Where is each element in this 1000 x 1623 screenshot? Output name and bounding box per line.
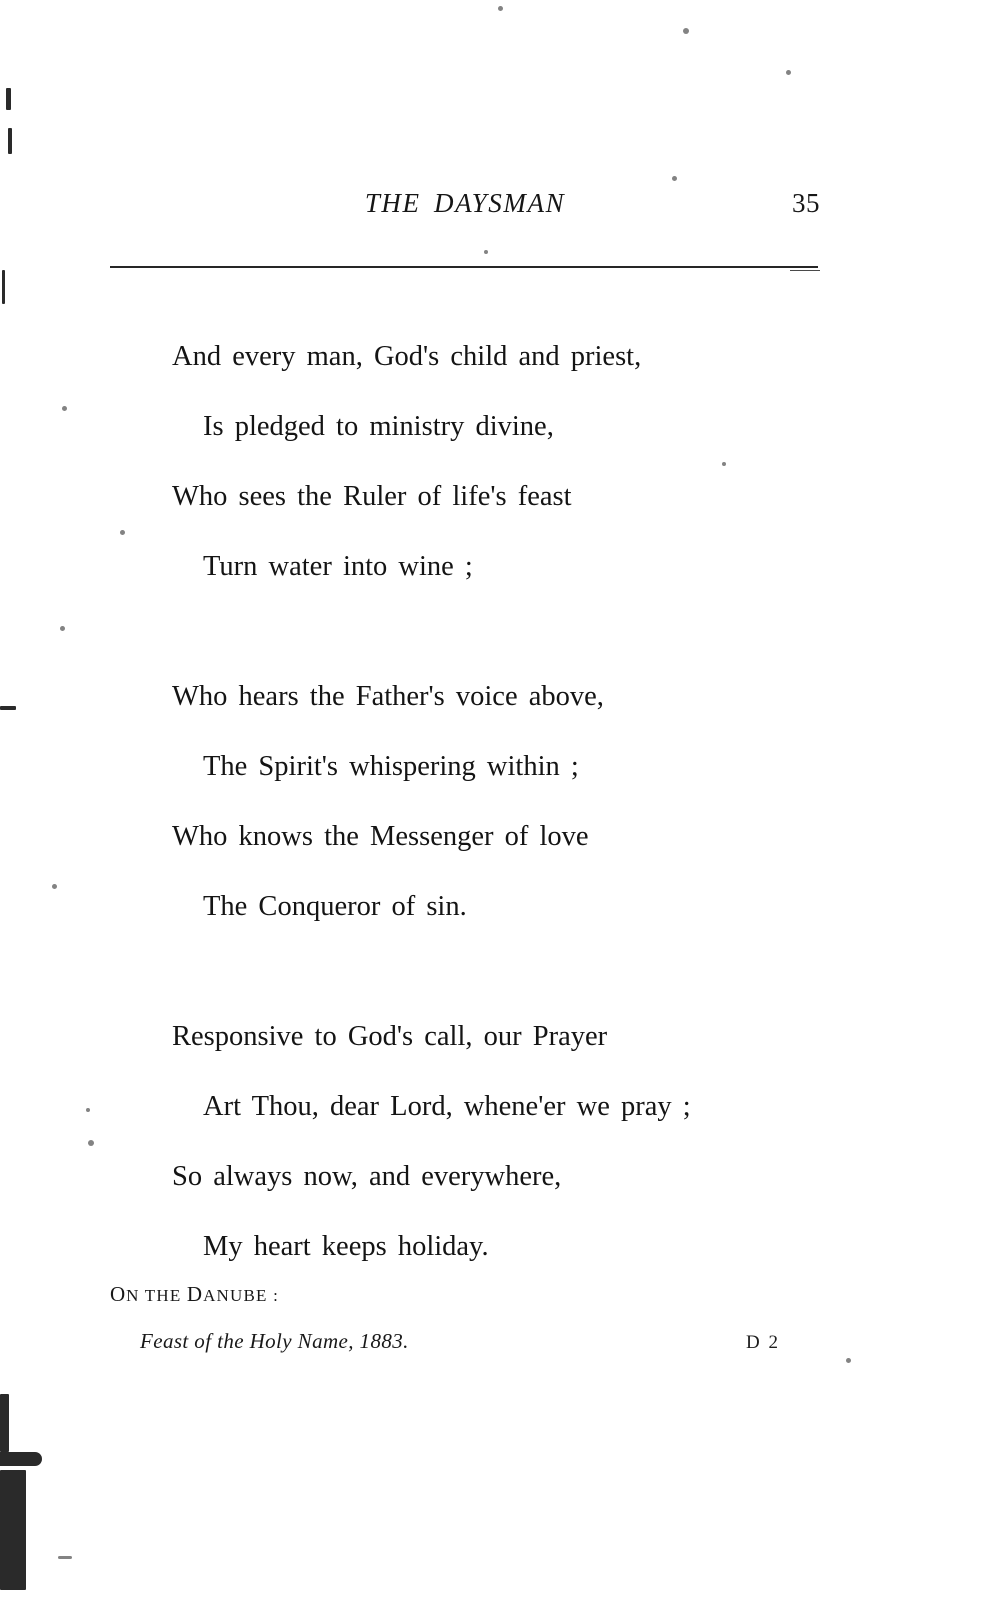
poem-line: Art Thou, dear Lord, whene'er we pray ; xyxy=(203,1091,691,1122)
poem-line: Is pledged to ministry divine, xyxy=(203,411,554,442)
poem-line: My heart keeps holiday. xyxy=(203,1231,489,1262)
poem-line: Who sees the Ruler of life's feast xyxy=(172,481,572,512)
stanza xyxy=(0,662,1000,942)
colophon xyxy=(110,1282,820,1354)
poem-line: Turn water into wine ; xyxy=(203,551,473,582)
signature-mark: D 2 xyxy=(746,1332,780,1353)
header-rule xyxy=(110,266,818,268)
running-head xyxy=(110,188,820,219)
place-initial-o: O xyxy=(110,1282,127,1306)
poem-line: And every man, God's child and priest, xyxy=(172,341,642,372)
poem-line: The Spirit's whispering within ; xyxy=(203,751,579,782)
running-head-title: THE DAYSMAN xyxy=(364,188,566,218)
place-initial-d: D xyxy=(186,1282,204,1306)
page-number: 35 xyxy=(792,188,820,218)
poem-line: Responsive to God's call, our Prayer xyxy=(172,1021,608,1052)
place-on-the: N THE xyxy=(126,1286,187,1305)
poem-body xyxy=(0,322,1000,1342)
date-line: Feast of the Holy Name, 1883. xyxy=(140,1329,409,1353)
stanza xyxy=(0,322,1000,602)
poem-line: Who hears the Father's voice above, xyxy=(172,681,604,712)
place-danube: ANUBE : xyxy=(203,1286,279,1305)
place-line xyxy=(110,1282,820,1307)
poem-line: The Conqueror of sin. xyxy=(203,891,467,922)
stanza xyxy=(0,1002,1000,1282)
poem-line: So always now, and everywhere, xyxy=(172,1161,562,1192)
poem-line: Who knows the Messenger of love xyxy=(172,821,589,852)
date-row xyxy=(110,1329,820,1354)
